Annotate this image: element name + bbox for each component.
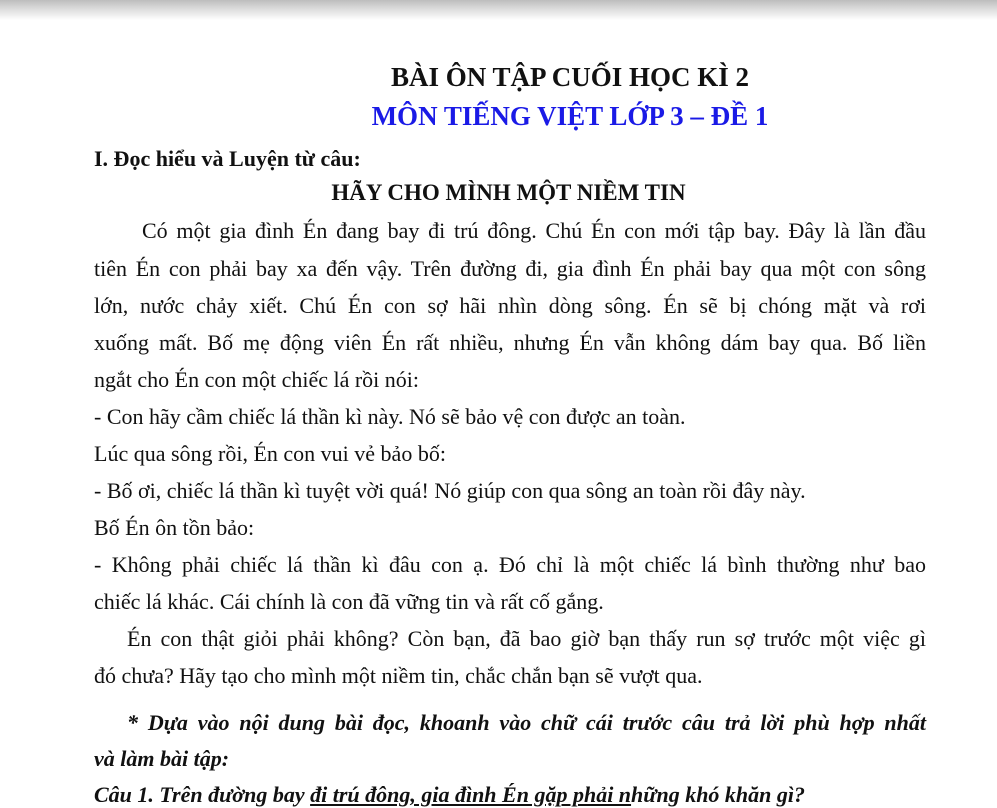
story-line: đó chưa? Hãy tạo cho mình một niềm tin, chắc chắn bạn sẽ vượt qua. [94,663,703,688]
document-title: BÀI ÔN TẬP CUỐI HỌC KÌ 2 [390,62,750,92]
document-subtitle: MÔN TIẾNG VIỆT LỚP 3 – ĐỀ 1 [371,101,769,131]
story-line: - Không phải chiếc lá thần kì đâu con ạ. Đó chỉ là một chiếc lá bình thường như bao [94,552,926,577]
story-line: - Con hãy cầm chiếc lá thần kì này. Nó sẽ bảo vệ con được an toàn. [94,404,686,429]
instruction-line: và làm bài tập: [94,746,230,771]
section-heading: I. Đọc hiểu và Luyện từ câu: [94,146,361,171]
story-title: HÃY CHO MÌNH MỘT NIỀM TIN [331,180,686,205]
story-line: xuống mất. Bố mẹ động viên Én rất nhiều, nhưng Én vẫn không dám bay qua. Bố liền [94,330,926,355]
story-line: Lúc qua sông rồi, Én con vui vẻ bảo bố: [94,441,446,466]
question-1-prefix: Câu 1. Trên đường bay [94,782,311,807]
question-1-underlined: đi trú đông, gia đình Én gặp phải n [310,782,632,807]
story-line: chiếc lá khác. Cái chính là con đã vững tin và rất cố gắng. [94,589,604,614]
story-line: tiên Én con phải bay xa đến vậy. Trên đường đi, gia đình Én phải bay qua một con sông [94,256,926,281]
question-1-suffix: hững khó khăn gì? [631,782,806,807]
question-1 [94,782,926,808]
story-line: lớn, nước chảy xiết. Chú Én con sợ hãi nhìn dòng sông. Én sẽ bị chóng mặt và rơi [94,293,926,318]
instruction-line: * Dựa vào nội dung bài đọc, khoanh vào chữ cái trước câu trả lời phù hợp nhất [127,710,926,735]
story-line: ngắt cho Én con một chiếc lá rồi nói: [94,367,420,392]
story-line: Có một gia đình Én đang bay đi trú đông. Chú Én con mới tập bay. Đây là lần đầu [142,218,926,243]
story-line: Én con thật giỏi phải không? Còn bạn, đã bao giờ bạn thấy run sợ trước một việc gì [127,626,926,651]
story-line: Bố Én ôn tồn bảo: [94,515,255,540]
story-line: - Bố ơi, chiếc lá thần kì tuyệt vời quá! Nó giúp con qua sông an toàn rồi đây này. [94,478,806,503]
